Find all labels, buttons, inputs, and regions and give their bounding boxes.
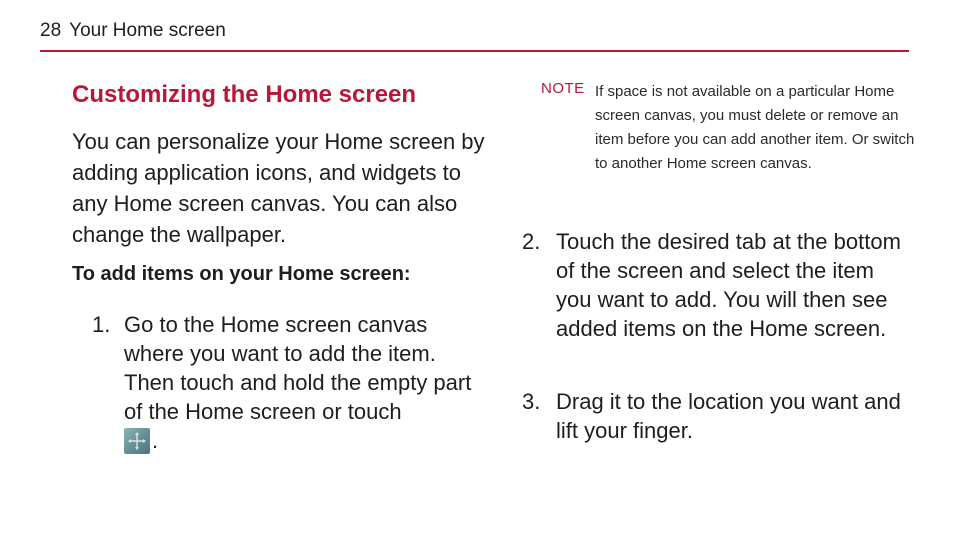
- step-1-trailing: .: [152, 428, 159, 453]
- step-3-text: Drag it to the location you want and lift your finger.: [556, 389, 901, 443]
- page-header: [40, 20, 226, 42]
- header-divider: [40, 50, 909, 52]
- step-number: 3.: [522, 389, 541, 414]
- step-2-text: Touch the desired tab at the bottom of the screen and select the item you want to add. You will then see added items on the Home screen.: [556, 229, 901, 341]
- add-icon: [124, 428, 150, 454]
- section-title: Your Home screen: [69, 20, 226, 41]
- step-text: [124, 310, 474, 455]
- page-title: Customizing the Home screen: [72, 81, 417, 108]
- step-number: 2.: [522, 229, 541, 254]
- note-text: If space is not available on a particular Home screen canvas, you must delete or remove an item before you can add another item. Or switch to another Home screen canvas.: [595, 83, 915, 172]
- note-label: NOTE: [541, 80, 585, 97]
- subheading: To add items on your Home screen:: [72, 263, 411, 285]
- step-1-text: Go to the Home screen canvas where you want to add the item. Then touch and hold the empty part of the Home screen or touch: [124, 312, 472, 424]
- intro-paragraph: You can personalize your Home screen by adding application icons, and widgets to any Home screen canvas. You can also change the wallpaper.: [72, 129, 485, 247]
- page-number: 28: [40, 20, 62, 41]
- step-number: 1.: [92, 312, 111, 337]
